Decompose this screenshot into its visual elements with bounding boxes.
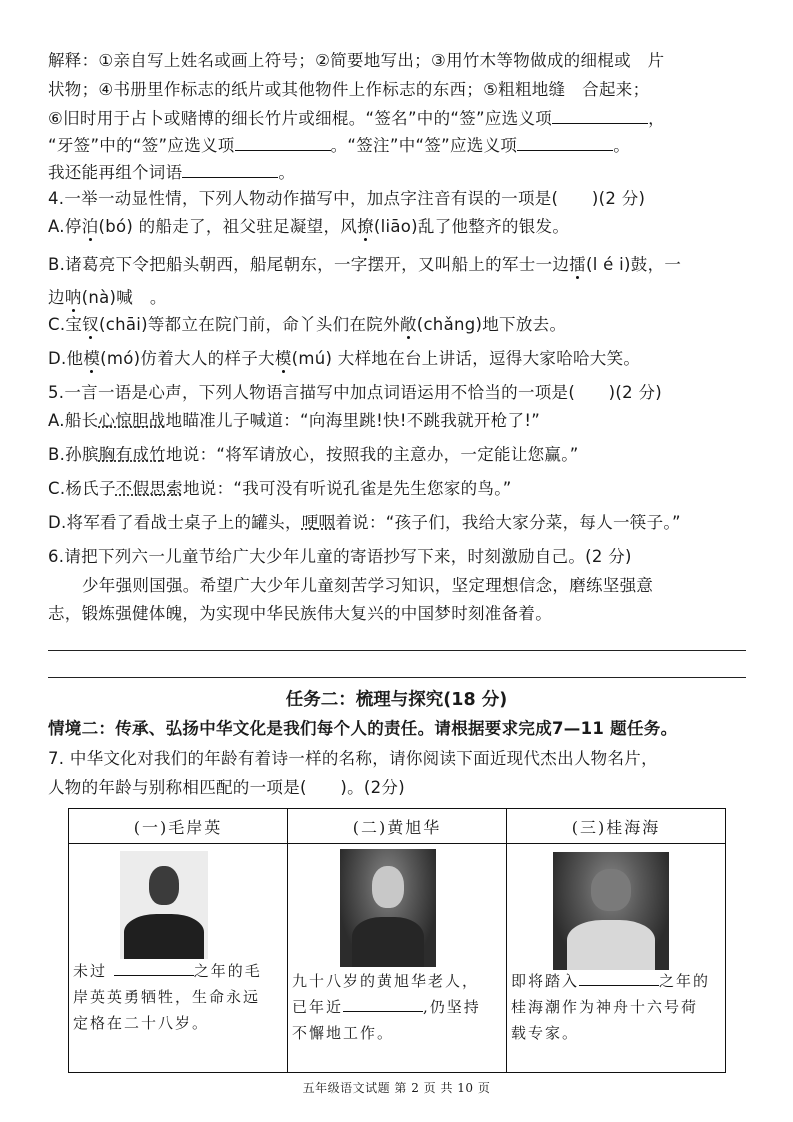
text: 地说：“我可没有听说孔雀是先生您家的鸟。”: [182, 479, 512, 498]
text: 着说：“孩子们，我给大家分菜，每人一筷子。”: [335, 513, 681, 532]
q3-explanation-line-3: [48, 107, 748, 130]
portrait-huang-xuhua-image: [340, 849, 436, 967]
text: (mú) 大样地在台上讲话，逗得大家哈哈大笑。: [291, 349, 641, 368]
portrait-body: [352, 917, 425, 967]
answer-blank-qianming[interactable]: [552, 107, 648, 124]
card-3-line-1: [511, 968, 721, 994]
q3-word-prompt: 我还能再组个词语: [48, 163, 183, 182]
dotted-phrase: 哽咽: [301, 513, 336, 532]
card-header-3: (三)桂海海: [507, 809, 726, 844]
text: B.诸葛亮下令把船头朝西，船尾朝东，一字摆开，又叫船上的军士一边: [48, 255, 570, 274]
dotted-char: 模: [83, 349, 101, 368]
card-3-caption: [511, 968, 721, 1046]
text: A.船长: [48, 411, 99, 430]
q3-qianzhu-text: 。“签注”中“签”应选义项: [330, 136, 518, 155]
q4-option-b[interactable]: [48, 254, 748, 276]
dotted-char: 敞: [399, 315, 417, 334]
text: B.孙膑: [48, 445, 99, 464]
text: 地瞄准儿子喊道：“向海里跳!快!不跳我就开枪了!”: [165, 411, 541, 430]
text: (chǎng)地下放去。: [416, 315, 567, 334]
person-cards-table: [68, 808, 726, 1073]
card-1-line-3: 定格在二十八岁。: [73, 1014, 210, 1032]
q3-line3-text: ⑥旧时用于占卜或赌博的细长竹片或细棍。“签名”中的“签”应选义项: [48, 109, 553, 128]
q5-option-a[interactable]: [48, 410, 748, 432]
card-1: [69, 844, 288, 1073]
q3-explanation-line-1: 解释：①亲自写上姓名或画上符号；②简要地写出；③用竹木等物做成的细棍或 片: [48, 51, 665, 70]
text: 即将踏入: [511, 972, 580, 990]
card-2-line-2: [292, 994, 502, 1020]
text: 地说：“将军请放心，按照我的主意办，一定能让您赢。”: [165, 445, 579, 464]
q6-quote-line-2: 志，锻炼强健体魄，为实现中华民族伟大复兴的中国梦时刻准备着。: [48, 604, 552, 623]
text: A.停: [48, 217, 82, 236]
punct: ，: [648, 109, 665, 128]
text: (l é i)鼓，一: [585, 255, 682, 274]
text: C.杨氏子: [48, 479, 116, 498]
q4-option-b-cont: [48, 287, 748, 309]
text: 之年的: [659, 972, 711, 990]
card-3-line-2: 桂海潮作为神舟十六号荷: [511, 998, 699, 1016]
text: D.他: [48, 349, 84, 368]
page-footer: 五年级语文试题 第 2 页 共 10 页: [302, 1081, 491, 1095]
text: C.宝: [48, 315, 83, 334]
text: 边: [48, 288, 65, 307]
q3-answer-line-4: [48, 134, 748, 157]
dotted-char: 擂: [569, 255, 586, 274]
card-header-2: (二)黄旭华: [288, 809, 507, 844]
answer-blank-qianzhu[interactable]: [517, 134, 613, 151]
text: (bó) 的船走了，祖父驻足凝望，风: [98, 217, 358, 236]
card-3: [507, 844, 726, 1073]
section-2-title: 任务二：梳理与探究(18 分): [285, 690, 508, 710]
q5-option-b[interactable]: [48, 444, 748, 466]
q4-stem: 4.一举一动显性情，下列人物动作描写中，加点字注音有误的一项是( )(2 分): [48, 189, 646, 208]
q6-writing-line-1[interactable]: [48, 650, 746, 651]
dotted-char: 钗: [82, 315, 99, 334]
answer-blank-word[interactable]: [182, 161, 278, 178]
text: 未过: [73, 962, 114, 980]
portrait-head: [591, 869, 630, 911]
text: D.将军看了看战士桌子上的罐头，: [48, 513, 302, 532]
card-1-caption: [73, 958, 283, 1036]
card-1-line-2: 岸英英勇牺牲，生命永远: [73, 988, 261, 1006]
portrait-body: [124, 914, 205, 959]
punct: 。: [278, 163, 296, 182]
dotted-phrase: 不假思索: [115, 479, 183, 498]
q3-word-line: [48, 161, 748, 184]
dotted-phrase: 胸有成竹: [98, 445, 166, 464]
answer-blank-card-2[interactable]: [343, 997, 423, 1012]
answer-blank-card-3[interactable]: [579, 971, 659, 986]
card-2-caption: [292, 968, 502, 1046]
q5-stem: 5.一言一语是心声，下列人物语言描写中加点词语运用不恰当的一项是( )(2 分): [48, 383, 663, 402]
q4-option-a[interactable]: [48, 216, 748, 238]
text: (liāo)乱了他整齐的银发。: [373, 217, 570, 236]
q6-stem: 6.请把下列六一儿童节给广大少年儿童的寄语抄写下来，时刻激励自己。(2 分): [48, 547, 632, 566]
portrait-head: [149, 866, 179, 905]
section-2-context: 情境二：传承、弘扬中华文化是我们每个人的责任。请根据要求完成7—11 题任务。: [48, 719, 678, 738]
card-3-line-3: 载专家。: [511, 1024, 580, 1042]
q7-stem-line-2: 人物的年龄与别称相匹配的一项是( )。(2分): [48, 778, 405, 797]
q3-explanation-line-2: 状物；④书册里作标志的纸片或其他物件上作标志的东西；⑤粗粗地缝 合起来；: [48, 80, 650, 99]
dotted-char: 泊: [81, 217, 99, 236]
q7-stem-line-1: 7. 中华文化对我们的年龄有着诗一样的名称，请你阅读下面近现代杰出人物名片，: [48, 749, 658, 768]
dotted-char: 模: [274, 349, 292, 368]
answer-blank-yaqian[interactable]: [235, 134, 331, 151]
card-2: [288, 844, 507, 1073]
q4-option-c[interactable]: [48, 314, 748, 336]
q5-option-d[interactable]: [48, 512, 748, 534]
punct: 。: [613, 136, 630, 155]
text: (chāi)等都立在院门前，命丫头们在院外: [98, 315, 400, 334]
portrait-mao-anying-image: [120, 851, 208, 959]
portrait-gui-haichao-image: [553, 852, 669, 970]
portrait-body: [567, 920, 655, 970]
text: (mó)仿着大人的样子大: [100, 349, 275, 368]
dotted-phrase: 心惊胆战: [98, 411, 166, 430]
card-1-line-1: [73, 958, 283, 984]
q3-yaqian-text: “牙签”中的“签”应选义项: [48, 136, 235, 155]
dotted-char: 撩: [357, 217, 374, 236]
card-2-line-1: 九十八岁的黄旭华老人，: [292, 972, 480, 990]
q4-option-d[interactable]: [48, 348, 748, 370]
text: 已年近: [292, 998, 344, 1016]
q6-writing-line-2[interactable]: [48, 677, 746, 678]
text: (nà)喊 。: [81, 288, 167, 307]
answer-blank-card-1[interactable]: [114, 961, 194, 976]
portrait-head: [372, 866, 405, 908]
text: ,仍坚持: [423, 998, 481, 1016]
q5-option-c[interactable]: [48, 478, 748, 500]
card-header-1: (一)毛岸英: [69, 809, 288, 844]
text: 之年的毛: [193, 962, 262, 980]
dotted-char: 呐: [64, 288, 82, 307]
card-2-line-3: 不懈地工作。: [292, 1024, 395, 1042]
q6-quote-line-1: 少年强则国强。希望广大少年儿童刻苦学习知识，坚定理想信念，磨练坚强意: [82, 576, 654, 595]
